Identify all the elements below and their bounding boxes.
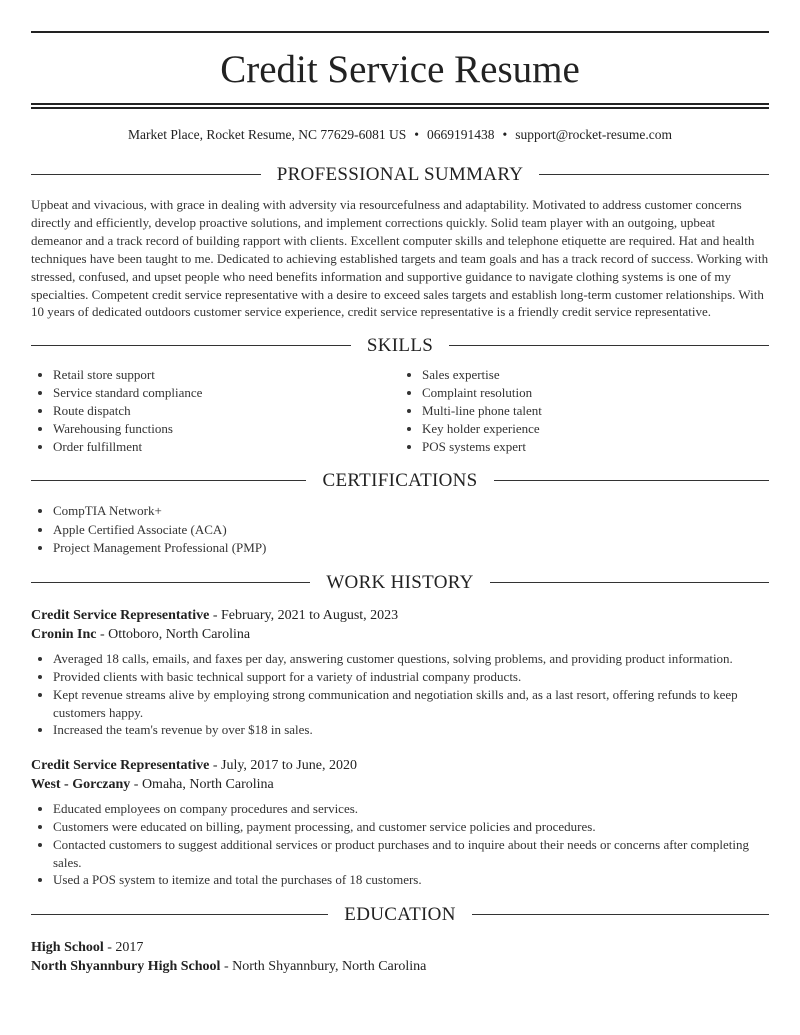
section-title-certifications: CERTIFICATIONS [322,470,478,492]
divider-line [31,582,310,583]
education-degree: High School [31,940,104,956]
certifications-list [31,502,769,557]
skills-column-left [31,366,400,455]
job-bullet: • Provided clients with basic technical support for a variety of industrial company products. [53,668,769,686]
contact-separator: • [502,127,508,142]
job-company: Cronin Inc [31,627,97,643]
section-title-summary: PROFESSIONAL SUMMARY [276,164,524,185]
education-location: - North Shyannbury, North Carolina [220,959,427,975]
contact-separator: • [414,127,419,142]
job-dates: - February, 2021 to August, 2023 [209,608,399,624]
education-degree-line [31,938,769,957]
divider-line [31,914,328,915]
education-school: North Shyannbury High School [31,959,221,975]
resume-page [31,0,769,976]
section-title-skills: SKILLS [366,335,434,357]
section-header-education [31,905,769,924]
divider-line [31,174,261,175]
skill-item: • Key holder experience [422,420,769,438]
divider-line [539,174,769,175]
job-bullet: • Increased the team's revenue by over $18 in sales. [53,721,769,739]
job-bullets [31,800,769,889]
skill-item: • Route dispatch [53,402,400,420]
certification-item: • Project Management Professional (PMP) [53,539,769,557]
education-entry [31,938,769,976]
skill-item: • Multi-line phone talent [422,402,769,420]
top-divider [31,31,769,33]
summary-paragraph: Upbeat and vivacious, with grace in dealing with adversity via resourcefulness and adaptability. Motivated to address customer concerns directly and efficiently, develop proactive solutions, and implement corrections quickly. Solid team player with an outgoing, upbeat demeanor and a track record of building rapport with clients. Excellent computer skills and telephone etiquette are required. Hat and health techniques have been taught to me. Dedicated to achieving established targets and team goals and has a track record of success. Working with stressed, confused, and upset people who need benefits information and supportive guidance to navigate clothing systems is one of my specialties. Competent credit service representative with a desire to exceed sales targets and establish long-term customer relationships. With 10 years of dedicated outdoors customer service experience, credit service representative is a friendly credit service representative. [31,197,769,320]
skill-item: • Service standard compliance [53,384,400,402]
title-double-divider [31,103,769,109]
job-entry [31,606,769,739]
job-company-line [31,625,769,644]
job-location: - Ottoboro, North Carolina [96,627,251,643]
section-header-work-history [31,573,769,592]
certification-item: • CompTIA Network+ [53,502,769,520]
contact-email: support@rocket-resume.com [515,127,672,142]
section-header-skills [31,336,769,355]
section-title-work-history: WORK HISTORY [326,572,474,594]
skill-item: • POS systems expert [422,438,769,456]
job-dates: - July, 2017 to June, 2020 [209,758,357,774]
skill-item: • Order fulfillment [53,438,400,456]
section-header-summary [31,165,769,184]
job-bullet: • Customers were educated on billing, payment processing, and customer service policies and procedures. [53,818,769,836]
job-entry [31,756,769,889]
skill-item: • Warehousing functions [53,420,400,438]
education-year: - 2017 [103,940,144,956]
section-header-certifications [31,471,769,490]
education-school-line [31,957,769,976]
job-title-line [31,756,769,775]
job-title: Credit Service Representative [31,758,210,774]
section-title-education: EDUCATION [344,904,456,926]
page-title: Credit Service Resume [220,48,580,91]
job-bullet: • Kept revenue streams alive by employing strong communication and negotiation skills and, as a last resort, offering refunds to keep customers happy. [53,686,769,722]
divider-line [494,480,769,481]
job-location: - Omaha, North Carolina [130,777,274,793]
skill-item: • Sales expertise [422,366,769,384]
job-bullet: • Used a POS system to itemize and total the purchases of 18 customers. [53,871,769,889]
job-bullet: • Averaged 18 calls, emails, and faxes per day, answering customer questions, solving problems, and providing product information. [53,650,769,668]
contact-address: Market Place, Rocket Resume, NC 77629-6081 US [128,127,407,142]
job-company-line [31,775,769,794]
skill-item: • Retail store support [53,366,400,384]
divider-line [31,480,306,481]
job-bullet: • Contacted customers to suggest additional services or product purchases and to inquire about their needs or concerns after completing sales. [53,836,769,872]
divider-line [31,345,351,346]
skills-list [31,366,769,455]
contact-phone: 0669191438 [426,127,495,142]
job-title: Credit Service Representative [31,608,210,624]
job-company: West - Gorczany [31,777,131,793]
certification-item: • Apple Certified Associate (ACA) [53,521,769,539]
divider-line [449,345,769,346]
skill-item: • Complaint resolution [422,384,769,402]
divider-line [472,914,769,915]
divider-line [490,582,769,583]
skills-column-right [400,366,769,455]
job-bullet: • Educated employees on company procedures and services. [53,800,769,818]
contact-line [31,127,769,143]
job-title-line [31,606,769,625]
job-bullets [31,650,769,739]
